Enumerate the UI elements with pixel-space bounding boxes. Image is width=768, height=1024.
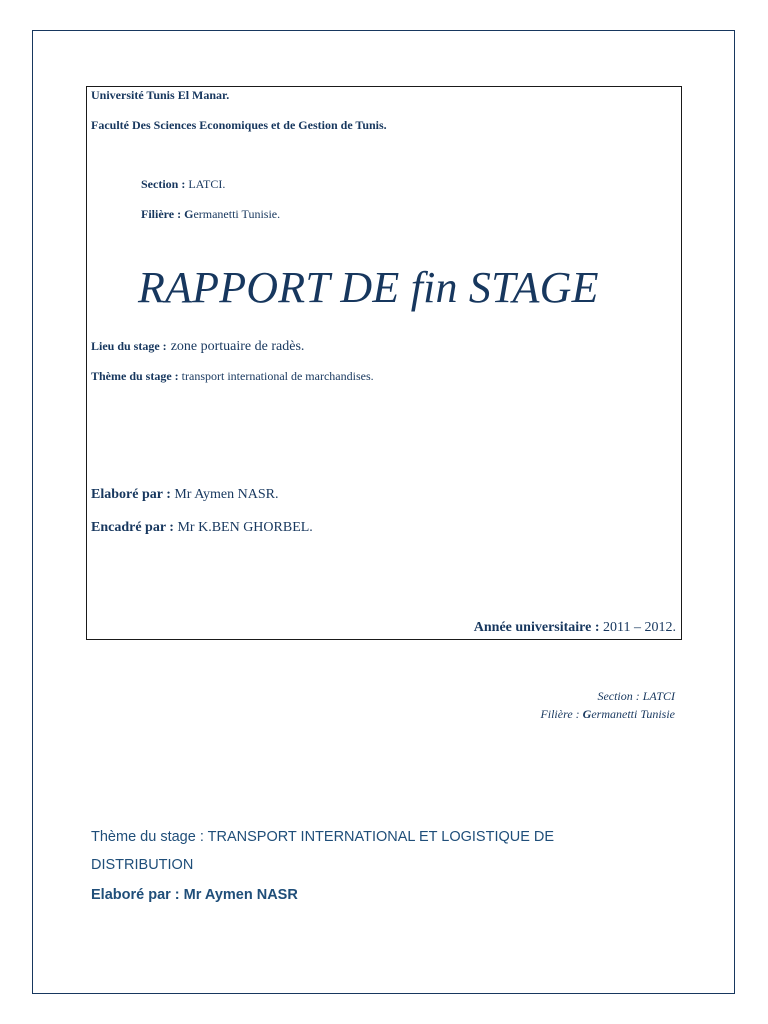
elabore-line bbox=[91, 487, 278, 503]
report-title: RAPPORT DE fin STAGE bbox=[138, 263, 599, 312]
lieu-value: zone portuaire de radès. bbox=[170, 339, 305, 354]
lieu-line bbox=[91, 337, 304, 355]
bottom-elabore bbox=[91, 887, 298, 903]
annee-value: 2011 – 2012. bbox=[603, 620, 676, 635]
header-section: Section : LATCI bbox=[597, 689, 675, 703]
bottom-theme-label: Thème du stage : bbox=[91, 829, 204, 845]
annee-line bbox=[474, 620, 676, 636]
bottom-theme bbox=[91, 823, 671, 879]
annee-label: Année universitaire : bbox=[473, 620, 600, 635]
filiere-line bbox=[141, 207, 280, 222]
header-filiere bbox=[540, 707, 675, 722]
encadre-line bbox=[91, 520, 313, 536]
cover-box bbox=[86, 86, 682, 640]
encadre-label: Encadré par : bbox=[91, 520, 174, 535]
elabore-label: Elaboré par : bbox=[91, 487, 171, 502]
filiere-initial: G bbox=[184, 207, 194, 221]
header-filiere-prefix: Filière : bbox=[540, 707, 583, 721]
section-label: Section : bbox=[141, 177, 186, 191]
faculty-name: Faculté Des Sciences Economiques et de Gestion de Tunis. bbox=[91, 118, 387, 132]
theme-label: Thème du stage : bbox=[91, 369, 179, 383]
elabore-value: Mr Aymen NASR. bbox=[174, 487, 279, 502]
section-value: LATCI. bbox=[188, 177, 226, 191]
theme-line bbox=[91, 369, 374, 384]
filiere-label: Filière : bbox=[141, 207, 182, 221]
header-filiere-rest: ermanetti Tunisie bbox=[591, 707, 675, 721]
lieu-label: Lieu du stage : bbox=[91, 339, 167, 353]
header-filiere-initial: G bbox=[582, 707, 592, 721]
section-line bbox=[141, 177, 225, 192]
theme-value: transport international de marchandises. bbox=[181, 369, 374, 383]
bottom-theme-value-1: TRANSPORT INTERNATIONAL ET LOGISTIQUE DE bbox=[207, 829, 555, 845]
university-name: Université Tunis El Manar. bbox=[91, 88, 230, 102]
bottom-elabore-label: Elaboré par : bbox=[91, 887, 180, 903]
filiere-value: ermanetti Tunisie. bbox=[193, 207, 281, 221]
bottom-elabore-value: Mr Aymen NASR bbox=[183, 887, 298, 903]
bottom-theme-value-2: DISTRIBUTION bbox=[91, 857, 194, 873]
encadre-value: Mr K.BEN GHORBEL. bbox=[177, 520, 313, 535]
